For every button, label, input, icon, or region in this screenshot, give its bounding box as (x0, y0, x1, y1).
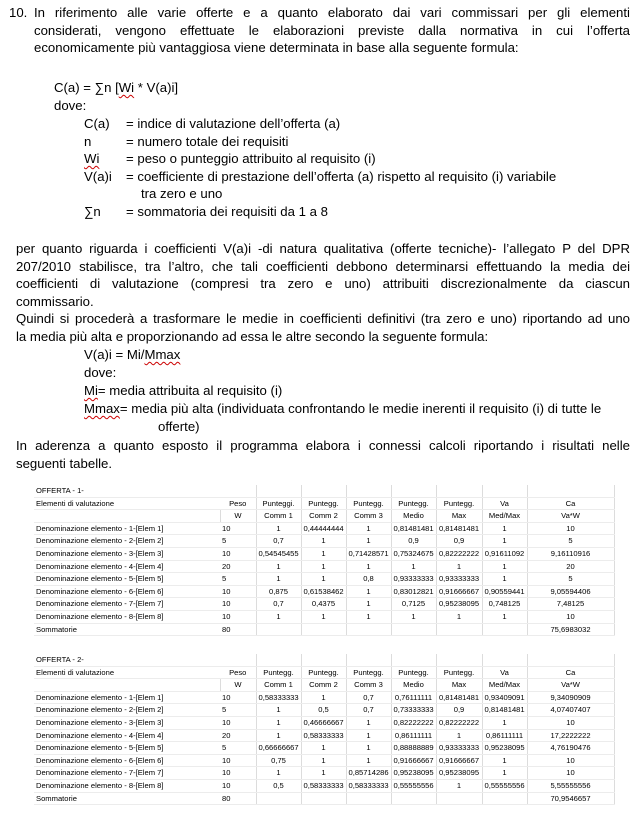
row-cell: 1 (436, 560, 482, 573)
row-cell: 0,7125 (391, 598, 436, 611)
header-cell: Comm 3 (346, 510, 391, 523)
row-cell: 0,58333333 (301, 729, 346, 742)
header-cell: Punteggi. (256, 497, 301, 510)
header-cell: Puntegg. (436, 666, 482, 679)
row-cell: 5 (220, 704, 256, 717)
row-cell: 0,95238095 (436, 598, 482, 611)
table-subtitle: Elementi di valutazione (34, 666, 220, 679)
row-cell: 10 (220, 691, 256, 704)
row-cell: 0,86111111 (482, 729, 527, 742)
row-cell: 5 (220, 535, 256, 548)
table-row (34, 742, 614, 755)
row-label: Denominazione elemento - 8-[Elem 8] (34, 779, 220, 792)
row-cell: 0,91611092 (482, 547, 527, 560)
row-label: Denominazione elemento - 2-[Elem 2] (34, 535, 220, 548)
row-cell: 0,58333333 (256, 691, 301, 704)
header-cell: Comm 1 (256, 679, 301, 692)
row-cell: 1 (301, 535, 346, 548)
row-cell: 5 (527, 535, 614, 548)
row-cell: 0,93333333 (436, 742, 482, 755)
header-cell: Peso (220, 666, 256, 679)
header-cell: Puntegg. (346, 497, 391, 510)
row-cell: 0,75324675 (391, 547, 436, 560)
table-row (34, 522, 614, 535)
table-row (34, 585, 614, 598)
row-cell: 0,54545455 (256, 547, 301, 560)
header-cell: Va (482, 666, 527, 679)
row-cell: 9,16110916 (527, 547, 614, 560)
para2-line-5: Quindi si procederà a trasformare le medie in coefficienti definitivi (tra zero e uno) riportando ad uno (16, 311, 630, 327)
formula-vai (84, 346, 180, 364)
def-desc-mmax: = media più alta (individuata confrontando le medie inerenti il requisito (i) di tutte le (119, 401, 602, 416)
row-cell: 0,55555556 (391, 779, 436, 792)
row-cell: 0,9 (436, 535, 482, 548)
row-cell: 1 (301, 742, 346, 755)
row-cell: 10 (220, 585, 256, 598)
row-cell: 0,88888889 (391, 742, 436, 755)
row-cell: 0,5 (301, 704, 346, 717)
total-peso: 80 (220, 623, 256, 636)
row-cell: 0,7 (256, 598, 301, 611)
row-cell: 10 (220, 547, 256, 560)
row-cell: 10 (527, 522, 614, 535)
total-label: Sommatorie (34, 792, 220, 805)
row-cell: 1 (301, 754, 346, 767)
row-cell: 0,76111111 (391, 691, 436, 704)
total-ca: 75,6983032 (527, 623, 614, 636)
row-cell: 1 (346, 560, 391, 573)
row-cell: 0,91666667 (436, 585, 482, 598)
row-cell: 0,91666667 (391, 754, 436, 767)
table-row (34, 535, 614, 548)
row-cell: 1 (256, 610, 301, 623)
row-cell: 0,5 (256, 779, 301, 792)
formula-vai-pre: V(a)i = Mi/ (84, 347, 145, 362)
formula-ca-wi: Wi (118, 80, 135, 95)
row-cell: 0,82222222 (436, 716, 482, 729)
row-cell: 4,76190476 (527, 742, 614, 755)
row-cell: 7,48125 (527, 598, 614, 611)
row-cell: 1 (301, 691, 346, 704)
row-cell: 1 (256, 704, 301, 717)
row-cell: 0,9 (391, 535, 436, 548)
header-cell: Va*W (527, 679, 614, 692)
table-row (34, 754, 614, 767)
header-cell: Puntegg. (301, 497, 346, 510)
header-cell: Ca (527, 497, 614, 510)
row-cell: 5,55555556 (527, 779, 614, 792)
row-cell: 1 (391, 560, 436, 573)
header-cell: Max (436, 510, 482, 523)
header-cell: Va*W (527, 510, 614, 523)
row-cell: 1 (346, 754, 391, 767)
row-cell: 0,4375 (301, 598, 346, 611)
row-cell: 1 (346, 742, 391, 755)
table-row (34, 610, 614, 623)
intro-line-2: considerati, vengono effettuate le elaborazioni previste dalla normativa in cui l’offerta (34, 22, 630, 38)
row-cell: 1 (301, 560, 346, 573)
row-cell: 10 (527, 754, 614, 767)
row-cell: 1 (436, 729, 482, 742)
row-cell: 0,9 (436, 704, 482, 717)
row-cell: 1 (301, 573, 346, 586)
row-cell: 0,81481481 (436, 691, 482, 704)
row-cell: 0,8 (346, 573, 391, 586)
row-cell: 10 (527, 716, 614, 729)
row-cell: 1 (301, 610, 346, 623)
row-cell: 1 (391, 610, 436, 623)
def-mmax-cont: offerte) (158, 419, 200, 434)
row-cell: 0,90559441 (482, 585, 527, 598)
row-cell: 0,55555556 (482, 779, 527, 792)
row-cell: 1 (436, 610, 482, 623)
def-desc-sum: = sommatoria dei requisiti da 1 a 8 (126, 204, 328, 219)
row-label: Denominazione elemento - 8-[Elem 8] (34, 610, 220, 623)
total-peso: 80 (220, 792, 256, 805)
row-cell: 0,82222222 (436, 547, 482, 560)
row-cell: 1 (346, 522, 391, 535)
row-cell: 10 (527, 610, 614, 623)
table-row (34, 729, 614, 742)
row-cell: 0,95238095 (436, 767, 482, 780)
row-cell: 1 (256, 522, 301, 535)
row-label: Denominazione elemento - 1-[Elem 1] (34, 691, 220, 704)
para3-line-2: seguenti tabelle. (16, 456, 113, 471)
formula-ca-pre: C(a) = ∑n [ (54, 80, 119, 95)
row-cell: 0,93333333 (391, 573, 436, 586)
row-cell: 1 (301, 767, 346, 780)
header-cell: Puntegg. (256, 666, 301, 679)
row-cell: 0,71428571 (346, 547, 391, 560)
row-cell: 0,61538462 (301, 585, 346, 598)
row-cell: 1 (482, 716, 527, 729)
def-sym-sum: ∑n (84, 204, 101, 219)
header-cell: Ca (527, 666, 614, 679)
row-cell: 1 (256, 560, 301, 573)
table-subtitle: Elementi di valutazione (34, 497, 220, 510)
para2-line-1: per quanto riguarda i coefficienti V(a)i -di natura qualitativa (offerte tecniche)- l’allegato P del DPR (16, 241, 630, 256)
row-cell: 0,7 (346, 704, 391, 717)
para3-line-1: In aderenza a quanto esposto il programma elabora i connessi calcoli riportando i risultati nelle (16, 438, 630, 453)
row-label: Denominazione elemento - 2-[Elem 2] (34, 704, 220, 717)
header-cell: Comm 2 (301, 510, 346, 523)
row-cell: 1 (436, 779, 482, 792)
header-cell: Puntegg. (391, 497, 436, 510)
table-row (34, 691, 614, 704)
row-cell: 0,875 (256, 585, 301, 598)
table-row (34, 779, 614, 792)
row-cell: 10 (220, 522, 256, 535)
table-row (34, 716, 614, 729)
row-cell: 9,34090909 (527, 691, 614, 704)
row-label: Denominazione elemento - 6-[Elem 6] (34, 585, 220, 598)
row-cell: 0,82222222 (391, 716, 436, 729)
row-cell: 0,58333333 (301, 779, 346, 792)
formula-vai-mmax: Mmax (144, 347, 181, 362)
row-cell: 10 (220, 767, 256, 780)
para2-line-4: commissario. (16, 293, 94, 309)
table-row (34, 560, 614, 573)
row-cell: 1 (482, 522, 527, 535)
def-mi (84, 382, 282, 400)
row-cell: 10 (220, 598, 256, 611)
row-cell: 1 (482, 610, 527, 623)
header-cell: W (220, 679, 256, 692)
row-label: Denominazione elemento - 1-[Elem 1] (34, 522, 220, 535)
row-cell: 0,7 (346, 691, 391, 704)
offerta-1-table (34, 485, 615, 636)
def-sym-vai: V(a)i (84, 168, 112, 184)
row-cell: 1 (256, 729, 301, 742)
header-cell: Med/Max (482, 679, 527, 692)
total-ca: 70,9546657 (527, 792, 614, 805)
def-sym-mmax: Mmax (84, 401, 120, 416)
row-label: Denominazione elemento - 6-[Elem 6] (34, 754, 220, 767)
row-cell: 1 (482, 560, 527, 573)
table-row (34, 767, 614, 780)
para2-line-6: la media più alta e proporzionando ad essa le altre secondo la seguente formula: (16, 329, 489, 344)
paragraph-number: 10. (9, 5, 28, 20)
row-cell: 1 (482, 767, 527, 780)
table-title: OFFERTA - 1- (34, 485, 220, 497)
row-label: Denominazione elemento - 5-[Elem 5] (34, 573, 220, 586)
row-cell: 1 (482, 573, 527, 586)
row-cell: 1 (346, 585, 391, 598)
table-row (34, 704, 614, 717)
def-sym-n: n (84, 133, 92, 149)
header-cell: Puntegg. (391, 666, 436, 679)
row-cell: 0,81481481 (391, 522, 436, 535)
row-cell: 9,05594406 (527, 585, 614, 598)
row-cell: 5 (527, 573, 614, 586)
def-desc-ca: = indice di valutazione dell’offerta (a) (126, 116, 341, 131)
row-cell: 0,81481481 (482, 704, 527, 717)
row-label: Denominazione elemento - 5-[Elem 5] (34, 742, 220, 755)
def-desc-wi: = peso o punteggio attribuito al requisito (i) (126, 151, 376, 167)
row-label: Denominazione elemento - 3-[Elem 3] (34, 716, 220, 729)
def-sym-mi: Mi (84, 383, 98, 398)
dove-label-2: dove: (84, 365, 117, 380)
table-row (34, 573, 614, 586)
row-cell: 0,86111111 (391, 729, 436, 742)
header-cell: Puntegg. (436, 497, 482, 510)
header-cell: Medio (391, 510, 436, 523)
header-cell: Comm 1 (256, 510, 301, 523)
row-cell: 0,93333333 (436, 573, 482, 586)
header-cell: Puntegg. (346, 666, 391, 679)
row-label: Denominazione elemento - 4-[Elem 4] (34, 560, 220, 573)
row-cell: 0,95238095 (391, 767, 436, 780)
def-mmax (84, 400, 601, 418)
def-desc-mi: = media attribuita al requisito (i) (97, 383, 283, 398)
row-cell: 17,2222222 (527, 729, 614, 742)
def-sym-ca: C(a) (84, 116, 110, 131)
header-cell: Med/Max (482, 510, 527, 523)
row-cell: 0,83012821 (391, 585, 436, 598)
row-cell: 1 (346, 716, 391, 729)
intro-line-3: economicamente più vantaggiosa viene determinata in base alla seguente formula: (34, 40, 519, 56)
row-cell: 20 (220, 729, 256, 742)
header-cell: Va (482, 497, 527, 510)
table-row (34, 598, 614, 611)
row-cell: 10 (220, 779, 256, 792)
row-cell: 10 (220, 610, 256, 623)
row-cell: 1 (346, 729, 391, 742)
row-cell: 1 (482, 535, 527, 548)
row-cell: 0,91666667 (436, 754, 482, 767)
formula-ca-post: * V(a)i] (134, 80, 179, 95)
formula-ca (54, 79, 178, 97)
row-cell: 1 (346, 535, 391, 548)
row-cell: 0,81481481 (436, 522, 482, 535)
total-label: Sommatorie (34, 623, 220, 636)
def-desc-n: = numero totale dei requisiti (126, 133, 289, 149)
row-cell: 20 (220, 560, 256, 573)
header-cell: Puntegg. (301, 666, 346, 679)
row-cell: 0,93409091 (482, 691, 527, 704)
para2-line-3: coefficienti di valutazione (compresi tra zero e uno) attribuiti discrezionalmente da ciascun (16, 276, 630, 292)
def-desc-vai: = coefficiente di prestazione dell’offerta (a) rispetto al requisito (i) variabile (126, 168, 557, 184)
row-label: Denominazione elemento - 7-[Elem 7] (34, 598, 220, 611)
table-row (34, 547, 614, 560)
para2-line-2: 207/2010 stabilisce, tra l’altro, che tali coefficienti debbono determinarsi effettuando la media dei (16, 258, 630, 274)
row-cell: 5 (220, 742, 256, 755)
header-cell: Peso (220, 497, 256, 510)
row-cell: 0,73333333 (391, 704, 436, 717)
row-cell: 1 (482, 754, 527, 767)
row-label: Denominazione elemento - 7-[Elem 7] (34, 767, 220, 780)
row-cell: 0,85714286 (346, 767, 391, 780)
row-cell: 0,748125 (482, 598, 527, 611)
dove-label: dove: (54, 97, 87, 113)
row-cell: 10 (220, 754, 256, 767)
row-cell: 0,44444444 (301, 522, 346, 535)
header-cell: Comm 2 (301, 679, 346, 692)
row-cell: 10 (220, 716, 256, 729)
row-cell: 10 (527, 767, 614, 780)
row-cell: 1 (346, 598, 391, 611)
def-desc-vai-cont: tra zero e uno (141, 186, 223, 202)
header-cell: W (220, 510, 256, 523)
row-cell: 0,46666667 (301, 716, 346, 729)
row-label: Denominazione elemento - 3-[Elem 3] (34, 547, 220, 560)
def-sym-wi: Wi (84, 151, 100, 167)
row-cell: 5 (220, 573, 256, 586)
row-cell: 0,7 (256, 535, 301, 548)
row-cell: 1 (256, 573, 301, 586)
intro-line-1: In riferimento alle varie offerte e a quanto elaborato dai vari commissari per gli elementi (34, 5, 630, 20)
row-label: Denominazione elemento - 4-[Elem 4] (34, 729, 220, 742)
row-cell: 1 (256, 767, 301, 780)
row-cell: 4,07407407 (527, 704, 614, 717)
row-cell: 1 (256, 716, 301, 729)
row-cell: 0,66666667 (256, 742, 301, 755)
row-cell: 0,95238095 (482, 742, 527, 755)
offerta-2-table (34, 654, 615, 805)
header-cell: Max (436, 679, 482, 692)
row-cell: 1 (301, 547, 346, 560)
row-cell: 20 (527, 560, 614, 573)
header-cell: Medio (391, 679, 436, 692)
row-cell: 0,75 (256, 754, 301, 767)
row-cell: 1 (346, 610, 391, 623)
table-title: OFFERTA - 2- (34, 654, 220, 666)
row-cell: 0,58333333 (346, 779, 391, 792)
header-cell: Comm 3 (346, 679, 391, 692)
